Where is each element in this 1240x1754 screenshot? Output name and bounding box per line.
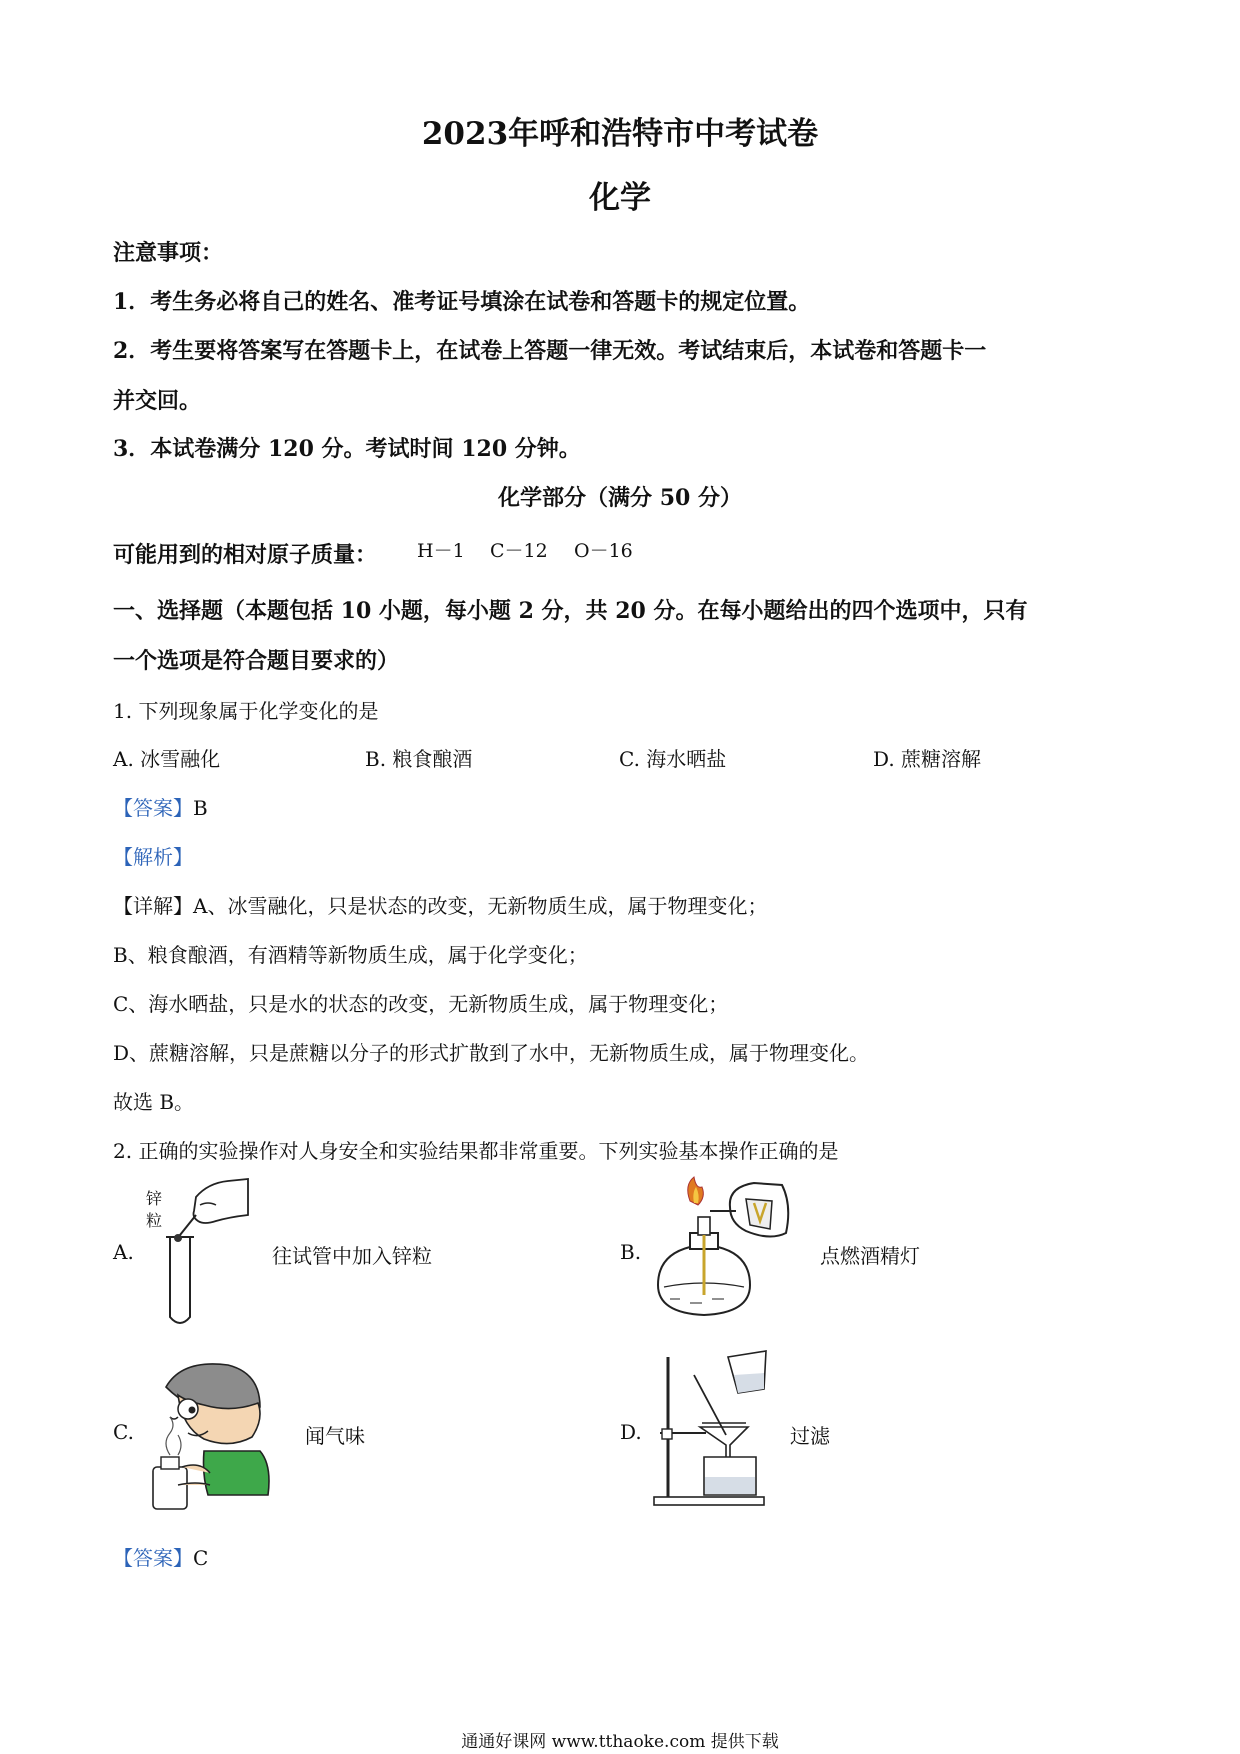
- q2-answer: C: [193, 1546, 209, 1570]
- q1-detail-d: D、蔗糖溶解，只是蔗糖以分子的形式扩散到了水中，无新物质生成，属于物理变化。: [113, 1041, 870, 1065]
- atomic-mass-o: O－16: [574, 540, 633, 562]
- filtration-figure: [650, 1345, 780, 1510]
- q1-option-d: D. 蔗糖溶解: [873, 747, 982, 771]
- q1-detail-c: C、海水晒盐，只是水的状态的改变，无新物质生成，属于物理变化；: [113, 992, 729, 1016]
- q1-answer: B: [193, 796, 208, 820]
- q1-conclusion: 故选 B。: [113, 1090, 195, 1114]
- notice-heading: 注意事项：: [113, 240, 224, 266]
- q1-detail-line-1: [113, 890, 767, 919]
- atomic-mass-c: C－12: [490, 540, 548, 562]
- q2-option-a-letter: A.: [113, 1240, 134, 1264]
- q2-option-b-text: 点燃酒精灯: [820, 1244, 920, 1268]
- notice-item-2: 2．考生要将答案写在答题卡上，在试卷上答题一律无效。考试结束后，本试卷和答题卡一: [113, 338, 987, 364]
- subject-title: 化学: [589, 180, 651, 216]
- atomic-mass-h: H－1: [417, 540, 465, 562]
- section-1-line-1: 一、选择题（本题包括 10 小题，每小题 2 分，共 20 分。在每小题给出的四个选项中，只有: [113, 598, 1028, 624]
- q1-detail-a: A、冰雪融化，只是状态的改变，无新物质生成，属于物理变化；: [193, 894, 768, 918]
- q2-answer-tag: 【答案】: [113, 1546, 193, 1570]
- part-title: 化学部分（满分 50 分）: [498, 485, 742, 511]
- q1-detail-tag: 【详解】: [113, 894, 193, 918]
- q2-option-a-text: 往试管中加入锌粒: [272, 1244, 432, 1268]
- q1-stem: 1. 下列现象属于化学变化的是: [113, 699, 379, 723]
- exam-title: 2023年呼和浩特市中考试卷: [421, 116, 819, 152]
- section-1-line-2: 一个选项是符合题目要求的）: [113, 648, 400, 674]
- q1-detail-b: B、粮食酿酒，有酒精等新物质生成，属于化学变化；: [113, 943, 588, 967]
- notice-item-2-cont: 并交回。: [113, 388, 202, 414]
- notice-item-3: 3．本试卷满分 120 分。考试时间 120 分钟。: [113, 436, 581, 462]
- q1-option-a: A. 冰雪融化: [113, 747, 221, 771]
- smelling-gas-figure: [148, 1355, 278, 1520]
- q1-option-b: B. 粮食酿酒: [365, 747, 473, 771]
- atomic-mass-label: 可能用到的相对原子质量：: [113, 542, 378, 568]
- q1-option-c: C. 海水晒盐: [619, 747, 727, 771]
- q2-option-d-text: 过滤: [790, 1424, 830, 1448]
- q2-option-b-letter: B.: [620, 1240, 642, 1264]
- q2-stem: 2. 正确的实验操作对人身安全和实验结果都非常重要。下列实验基本操作正确的是: [113, 1139, 839, 1163]
- q2-option-c-text: 闻气味: [305, 1424, 365, 1448]
- notice-item-1: 1．考生务必将自己的姓名、准考证号填涂在试卷和答题卡的规定位置。: [113, 289, 811, 315]
- q2-answer-line: [113, 1542, 208, 1571]
- q1-analysis-tag: 【解析】: [113, 845, 193, 869]
- test-tube-zinc-figure: [160, 1175, 250, 1325]
- q2-option-d-letter: D.: [620, 1420, 642, 1444]
- q1-answer-line: [113, 792, 208, 821]
- footer-credit: 通通好课网 www.tthaoke.com 提供下载: [461, 1732, 779, 1752]
- q1-answer-tag: 【答案】: [113, 796, 193, 820]
- zinc-label: 锌粒: [146, 1189, 163, 1230]
- alcohol-lamp-figure: [650, 1175, 800, 1320]
- q2-option-c-letter: C.: [113, 1420, 134, 1444]
